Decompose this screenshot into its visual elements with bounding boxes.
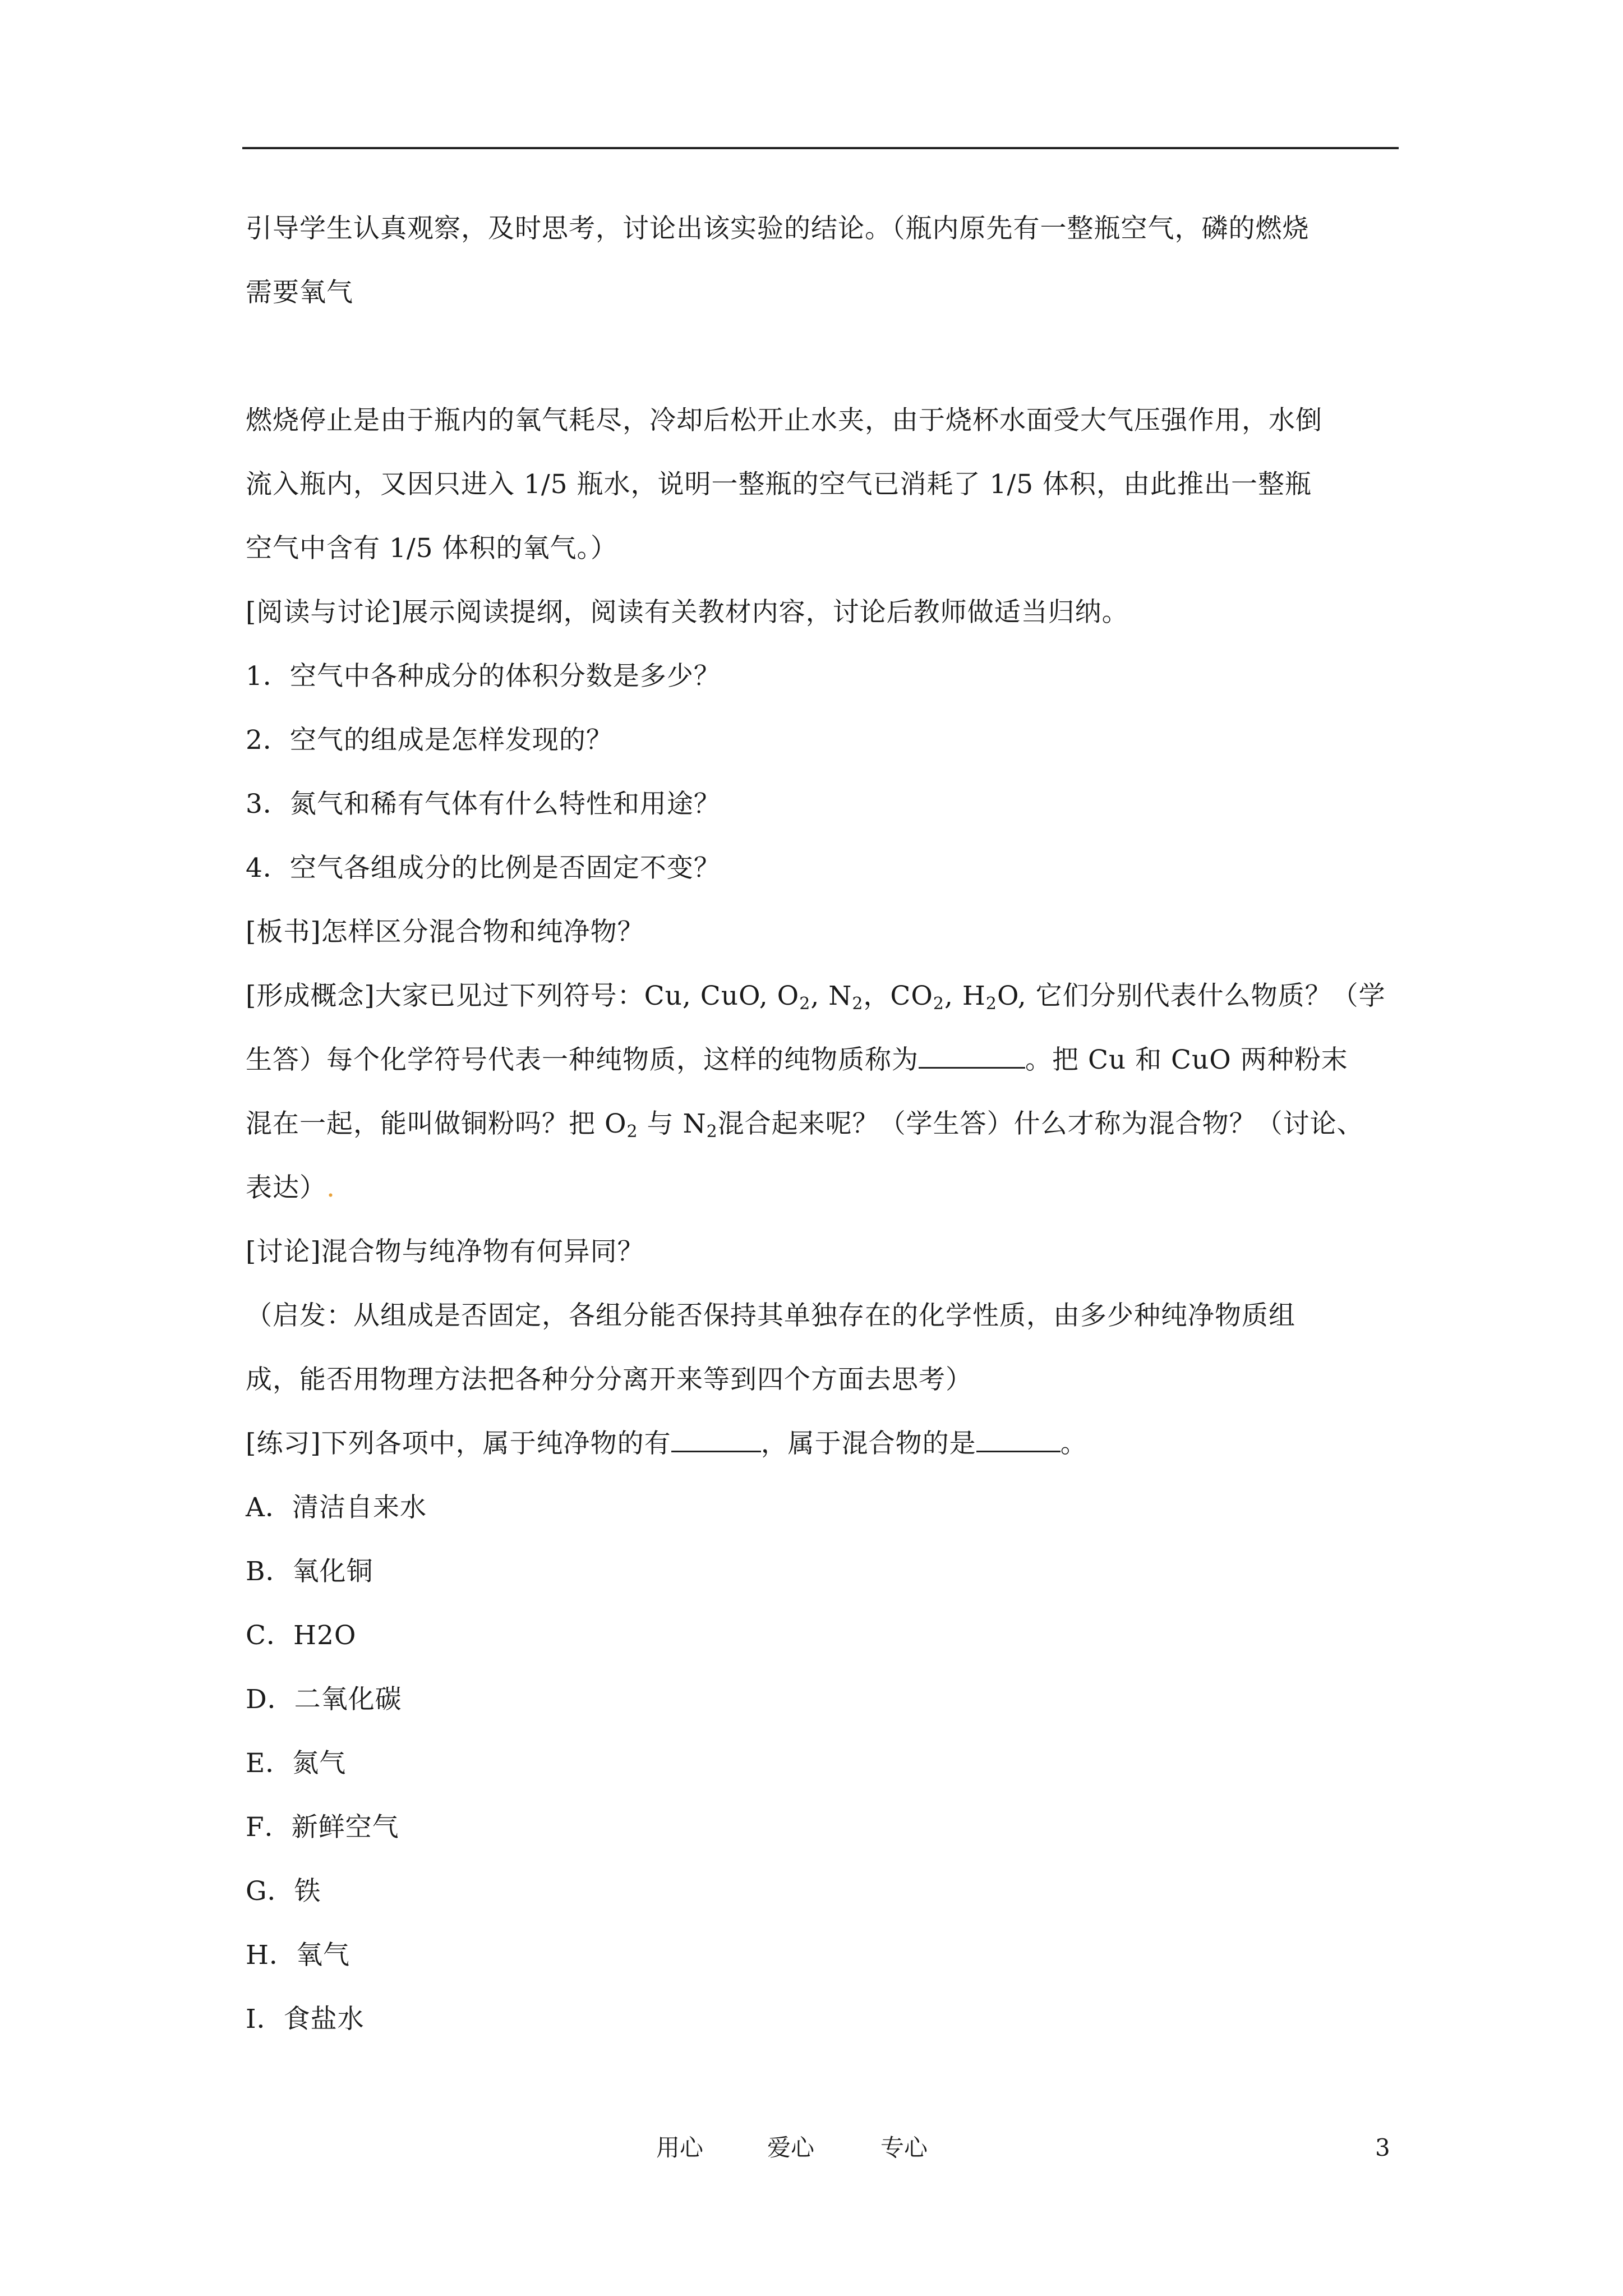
exercise-prompt: [246, 1427, 1087, 1461]
footer-motto-1: 用心: [656, 2134, 704, 2161]
concept-line-4: [246, 1171, 335, 1205]
concept-line-2: [246, 1043, 1348, 1077]
concept-text: O, 它们分别代表什么物质？（学: [997, 981, 1386, 1011]
discussion-hint-1: （启发：从组成是否固定，各组分能否保持其单独存在的化学性质，由多少种纯净物质组: [246, 1300, 1295, 1331]
exercise-text: [练习]下列各项中，属于纯净物的有: [246, 1428, 671, 1459]
header-rule: [242, 147, 1399, 149]
reading-question-3: 3．氮气和稀有气体有什么特性和用途？: [246, 789, 721, 820]
concept-text: 表达）: [246, 1172, 326, 1203]
option-h: H．氧气: [246, 1940, 350, 1971]
concept-text: 。把 Cu 和 CuO 两种粉末: [1025, 1045, 1348, 1075]
subscript: 2: [852, 994, 864, 1014]
paragraph-1-line-2: 需要氧气: [246, 277, 353, 308]
concept-text: , N: [810, 981, 852, 1011]
subscript: 2: [933, 994, 945, 1014]
paragraph-2-line-2: 流入瓶内，又因只进入 1/5 瓶水，说明一整瓶的空气已消耗了 1/5 体积，由此推出一整瓶: [246, 469, 1312, 500]
concept-text: 混合起来呢？（学生答）什么才称为混合物？（讨论、: [717, 1108, 1364, 1139]
reading-question-2: 2．空气的组成是怎样发现的？: [246, 725, 613, 756]
exercise-text: ，属于混合物的是: [760, 1428, 976, 1459]
footer-motto-3: 专心: [880, 2134, 928, 2161]
concept-line-1: [246, 979, 1386, 1013]
edit-mark: .: [326, 1172, 335, 1203]
fill-in-blank: [919, 1045, 1025, 1069]
subscript: 2: [626, 1122, 638, 1142]
reading-intro: [阅读与讨论]展示阅读提纲，阅读有关教材内容，讨论后教师做适当归纳。: [246, 597, 1129, 628]
discussion-title: [讨论]混合物与纯净物有何异同？: [246, 1236, 644, 1267]
discussion-hint-2: 成，能否用物理方法把各种分分离开来等到四个方面去思考）: [246, 1364, 972, 1395]
paragraph-2-line-1: 燃烧停止是由于瓶内的氧气耗尽，冷却后松开止水夹，由于烧杯水面受大气压强作用，水倒: [246, 405, 1322, 436]
concept-text: , H: [944, 981, 986, 1011]
fill-in-blank: [671, 1428, 761, 1452]
subscript: 2: [706, 1122, 718, 1142]
concept-text: 混在一起，能叫做铜粉吗？把 O: [246, 1108, 627, 1139]
option-a: A．清洁自来水: [246, 1492, 427, 1523]
reading-question-4: 4．空气各组成分的比例是否固定不变？: [246, 853, 721, 884]
option-b: B．氧化铜: [246, 1556, 374, 1587]
footer-motto-2: 爱心: [767, 2134, 815, 2161]
concept-line-3: [246, 1107, 1364, 1141]
option-e: E．氮气: [246, 1748, 347, 1779]
concept-text: 生答）每个化学符号代表一种纯物质，这样的纯物质称为: [246, 1045, 919, 1075]
concept-text: [形成概念]大家已见过下列符号：Cu, CuO, O: [246, 981, 800, 1011]
reading-question-1: 1．空气中各种成分的体积分数是多少？: [246, 661, 721, 692]
subscript: 2: [985, 994, 997, 1014]
page-number: 3: [1375, 2134, 1390, 2161]
board-note: [板书]怎样区分混合物和纯净物？: [246, 917, 644, 947]
option-g: G．铁: [246, 1876, 321, 1907]
subscript: 2: [799, 994, 811, 1014]
exercise-text: 。: [1060, 1428, 1087, 1459]
paragraph-2-line-3: 空气中含有 1/5 体积的氧气。）: [246, 533, 618, 564]
option-f: F．新鲜空气: [246, 1812, 399, 1843]
option-d: D．二氧化碳: [246, 1684, 402, 1715]
paragraph-1-line-1: 引导学生认真观察，及时思考，讨论出该实验的结论。（瓶内原先有一整瓶空气，磷的燃烧: [246, 213, 1310, 244]
option-i: I．食盐水: [246, 2004, 365, 2035]
option-c: C．H2O: [246, 1620, 357, 1651]
concept-text: 与 N: [638, 1108, 707, 1139]
fill-in-blank: [976, 1428, 1061, 1452]
concept-text: ，CO: [863, 981, 933, 1011]
